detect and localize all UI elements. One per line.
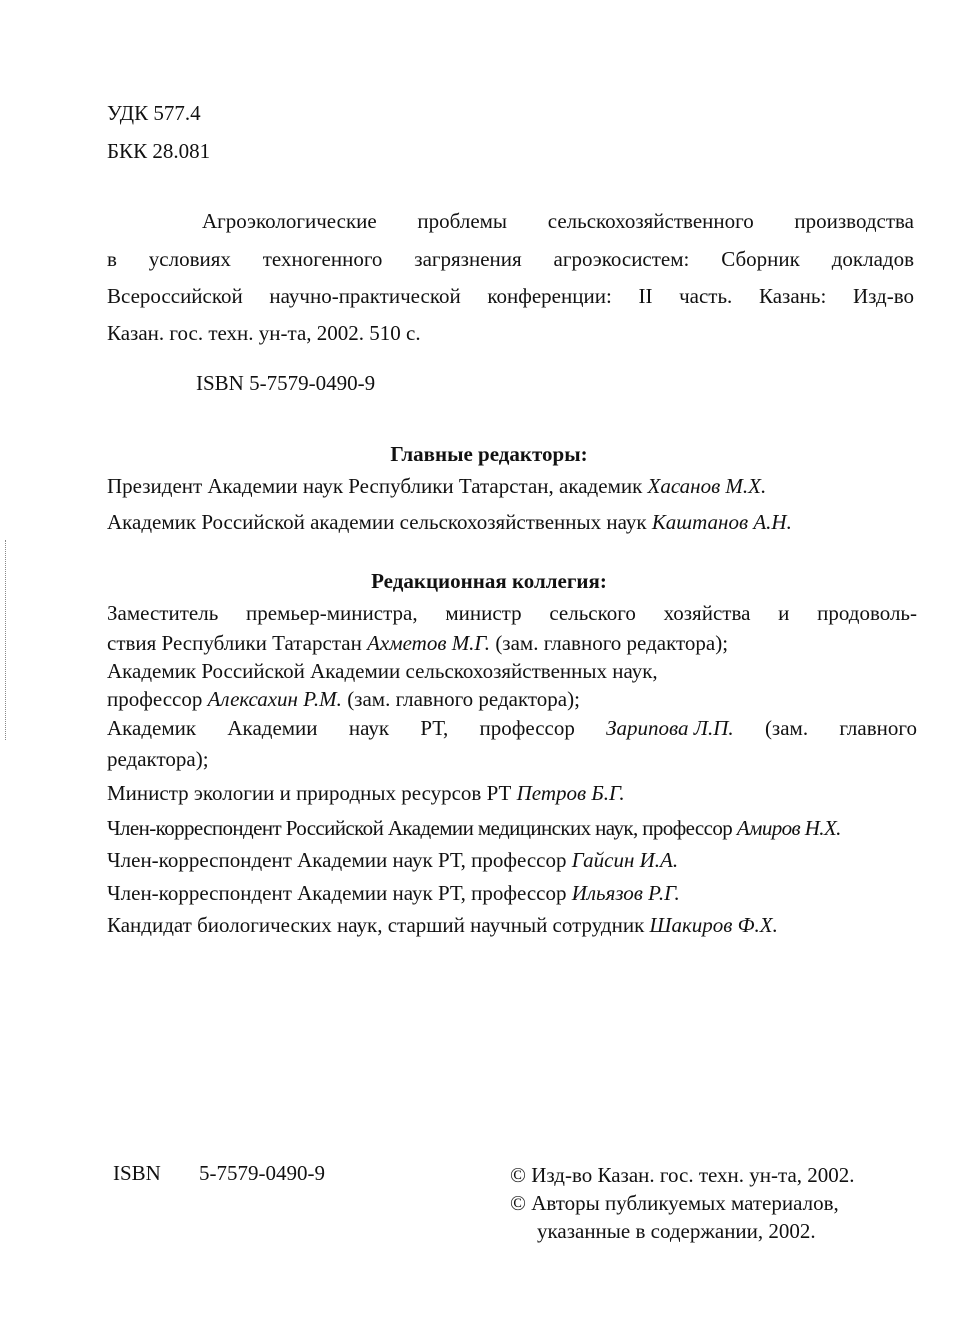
board-line-4-name: Алексахин Р.М. bbox=[207, 687, 342, 711]
board-line-7-name: Петров Б.Г. bbox=[516, 781, 625, 805]
isbn-top: ISBN 5-7579-0490-9 bbox=[196, 371, 376, 395]
board-line-7-pre: Министр экологии и природных ресурсов РТ bbox=[107, 781, 517, 805]
copyright-publisher: © Изд-во Казан. гос. техн. ун-та, 2002. bbox=[510, 1163, 855, 1187]
board-line-11-name: Шакиров Ф.Х. bbox=[649, 913, 778, 937]
board-line-1: Заместитель премьер-министра, министр сельского хозяйства и продоволь- bbox=[107, 601, 917, 625]
board-line-5-w6: (зам. bbox=[764, 716, 809, 740]
abstract-line-1: Агроэкологические проблемы сельскохозяйственного производства bbox=[202, 209, 914, 233]
chief-editor-1 bbox=[107, 473, 766, 499]
board-line-10-name: Ильязов Р.Г. bbox=[571, 881, 680, 905]
bbk-code: БКК 28.081 bbox=[107, 139, 211, 163]
board-line-11-pre: Кандидат биологических наук, старший научный сотрудник bbox=[107, 913, 650, 937]
footer-isbn-label: ISBN bbox=[113, 1161, 161, 1185]
board-line-7 bbox=[107, 780, 625, 806]
copyright-authors-note: указанные в содержании, 2002. bbox=[537, 1219, 816, 1243]
board-line-6: редактора); bbox=[107, 747, 209, 771]
board-line-8-pre: Член-корреспондент Российской Академии медицинских наук, профессор bbox=[107, 816, 737, 840]
udk-code: УДК 577.4 bbox=[107, 101, 201, 125]
board-line-5-w7: главного bbox=[839, 716, 917, 740]
abstract-line-4: Казан. гос. техн. ун-та, 2002. 510 с. bbox=[107, 321, 421, 345]
board-line-3: Академик Российской Академии сельскохозяйственных наук, bbox=[107, 659, 658, 683]
board-line-2-post: (зам. главного редактора); bbox=[490, 631, 729, 655]
copyright-authors: © Авторы публикуемых материалов, bbox=[510, 1191, 839, 1215]
board-line-9-name: Гайсин И.А. bbox=[571, 848, 679, 872]
board-line-8 bbox=[107, 815, 841, 841]
board-line-5-w1: Академик bbox=[107, 716, 197, 740]
board-line-5-w3: наук bbox=[348, 716, 390, 740]
board-line-9 bbox=[107, 847, 678, 873]
editorial-board-heading: Редакционная коллегия: bbox=[371, 569, 607, 593]
footer-isbn-number: 5-7579-0490-9 bbox=[199, 1161, 325, 1185]
chief-editor-1-name: Хасанов М.Х. bbox=[647, 474, 767, 498]
board-line-4-post: (зам. главного редактора); bbox=[341, 687, 580, 711]
board-line-5-w2: Академии bbox=[227, 716, 318, 740]
abstract-line-3: Всероссийской научно-практической конференции: II часть. Казань: Изд-во bbox=[107, 284, 914, 308]
board-line-2 bbox=[107, 630, 728, 656]
chief-editor-2 bbox=[107, 509, 792, 535]
board-line-2-pre: ствия Республики Татарстан bbox=[107, 631, 368, 655]
board-line-5 bbox=[107, 715, 917, 741]
chief-editor-2-name: Каштанов А.Н. bbox=[651, 510, 792, 534]
abstract-line-2: в условиях техногенного загрязнения агроэкосистем: Сборник докладов bbox=[107, 247, 914, 271]
board-line-2-name: Ахметов М.Г. bbox=[367, 631, 491, 655]
board-line-10 bbox=[107, 880, 680, 906]
board-line-9-pre: Член-корреспондент Академии наук РТ, профессор bbox=[107, 848, 572, 872]
chief-editors-heading: Главные редакторы: bbox=[390, 442, 588, 466]
board-line-5-w5: профессор bbox=[479, 716, 575, 740]
board-line-4 bbox=[107, 686, 580, 712]
board-line-5-name: Зарипова Л.П. bbox=[606, 716, 734, 740]
board-line-8-name: Амиров Н.Х. bbox=[736, 816, 841, 840]
board-line-5-w4: РТ, bbox=[420, 716, 449, 740]
chief-editor-2-title: Академик Российской академии сельскохозяйственных наук bbox=[107, 510, 652, 534]
board-line-10-pre: Член-корреспондент Академии наук РТ, профессор bbox=[107, 881, 572, 905]
board-line-4-pre: профессор bbox=[107, 687, 208, 711]
board-line-11 bbox=[107, 912, 778, 938]
chief-editor-1-title: Президент Академии наук Республики Татарстан, академик bbox=[107, 474, 648, 498]
